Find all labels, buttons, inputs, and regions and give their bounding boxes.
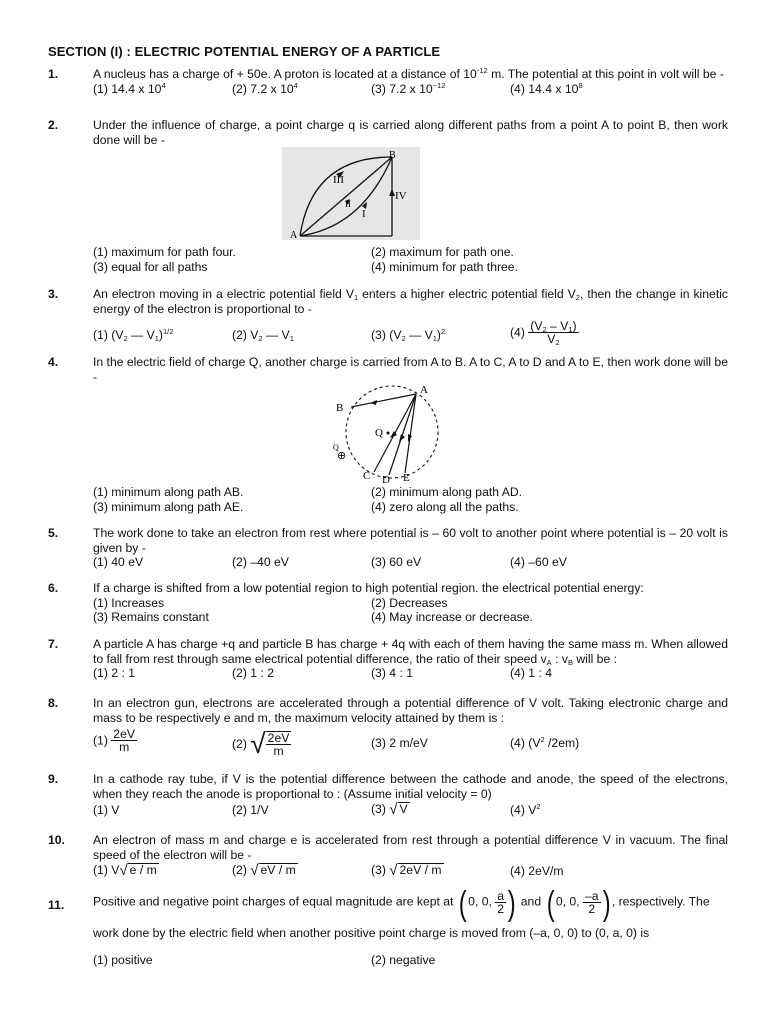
- option-4[interactable]: (4) 14.4 x $10^8$: [510, 80, 583, 96]
- question-number: 2.: [48, 118, 59, 132]
- options: [93, 82, 728, 97]
- question-number: 8.: [48, 696, 59, 710]
- question-text: A nucleus has a charge of + 50e. A proton is located at a distance of $10^{-12}$ m. The potential at this point in volt will be -: [93, 66, 724, 81]
- option-4[interactable]: (4) 2eV/m: [510, 864, 564, 878]
- options: [93, 666, 728, 681]
- question-7: [48, 637, 728, 681]
- label-e: E: [403, 472, 410, 484]
- option-3[interactable]: (3) 7.2 x $10^{-12}$: [371, 80, 446, 96]
- options: [93, 862, 728, 880]
- option-1[interactable]: (1) Increases: [93, 595, 165, 610]
- label-path-1: I: [362, 208, 366, 220]
- label-q-center: Q: [375, 427, 383, 439]
- label-q-small: Q: [333, 443, 339, 452]
- option-1[interactable]: (1) ($V_2$ — $V_1)^{1/2}$: [93, 327, 174, 343]
- option-2[interactable]: (2) 1/V: [232, 803, 269, 817]
- options: [93, 596, 728, 625]
- question-text-cont: work done by the electric field when another positive point charge is moved from (–a, 0, 0) to (0, a, 0) is: [93, 926, 650, 940]
- option-4[interactable]: (4) ($V^2$ /2em): [510, 735, 580, 750]
- option-1[interactable]: (1) 14.4 x $10^4$: [93, 80, 166, 96]
- option-3[interactable]: (3) √ V: [371, 801, 408, 818]
- section-heading: SECTION (I) : ELECTRIC POTENTIAL ENERGY OF A PARTICLE: [48, 44, 441, 59]
- option-3[interactable]: (3) 60 eV: [371, 555, 422, 569]
- option-3[interactable]: (3) minimum along path AE.: [93, 499, 244, 514]
- options: [93, 320, 728, 350]
- question-text: Positive and negative point charges of equal magnitude are kept at ( 0, 0, $\frac{a}{2}$ ) and ( 0, 0, $\frac{-a}{2}$ ) , respectively. The: [93, 884, 710, 923]
- question-text: A particle A has charge +q and particle B has charge + 4q with each of them having the same mass m. When allowed to fall from rest through same electrical potential difference, the ratio of their speed $v_A$ : $v_B$ will be :: [93, 637, 728, 667]
- question-number: 3.: [48, 287, 59, 301]
- option-1[interactable]: (1) positive: [93, 952, 153, 967]
- question-number: 9.: [48, 772, 59, 786]
- label-path-3: III: [333, 174, 344, 186]
- question-number: 5.: [48, 526, 59, 540]
- option-4[interactable]: (4) $\frac{(V_2 - V_1)}{V_2}$: [510, 319, 577, 347]
- question-text: In a cathode ray tube, if V is the potential difference between the cathode and anode, the speed of the electrons, when they reach the anode is proportional to : (Assume initial velocity = 0): [93, 772, 728, 801]
- question-1: [48, 67, 728, 96]
- option-1[interactable]: (1) minimum along path AB.: [93, 485, 244, 499]
- question-2-options: [48, 245, 728, 274]
- option-4[interactable]: (4) minimum for path three.: [371, 259, 518, 274]
- option-1[interactable]: (1) V√ e / m: [93, 862, 157, 879]
- question-number: 4.: [48, 355, 59, 369]
- options: [93, 555, 728, 570]
- question-10: [48, 833, 728, 880]
- question-5: [48, 526, 728, 570]
- option-1[interactable]: (1) 40 eV: [93, 555, 144, 569]
- option-3[interactable]: (3) equal for all paths: [93, 259, 208, 274]
- question-text: An electron moving in a electric potential field $V_1$ enters a higher electric potential field $V_2$, then the change in kinetic energy of the electron is proportional to -: [93, 287, 729, 316]
- option-2[interactable]: (2) 7.2 x $10^4$: [232, 80, 298, 96]
- label-point-a: A: [290, 230, 298, 240]
- option-4[interactable]: (4) –60 eV: [510, 555, 567, 569]
- question-number: 11.: [48, 898, 65, 912]
- question-number: 10.: [48, 833, 65, 847]
- label-path-2: II: [345, 199, 351, 209]
- options: [93, 728, 728, 764]
- label-b: B: [336, 402, 344, 414]
- question-text: If a charge is shifted from a low potential region to high potential region. the electrical potential energy:: [93, 581, 644, 595]
- question-text: The work done to take an electron from rest where potential is – 60 volt to another point where potential is – 20 volt is given by -: [93, 526, 728, 555]
- option-3[interactable]: (3) √ 2eV / m: [371, 862, 442, 879]
- option-4[interactable]: (4) zero along all the paths.: [371, 499, 519, 514]
- question-text: An electron of mass m and charge e is accelerated from rest through a potential difference V in vacuum. The final speed of the electron will be -: [93, 833, 728, 862]
- question-number: 1.: [48, 67, 59, 81]
- question-4: [48, 355, 728, 384]
- label-point-b: B: [389, 150, 396, 161]
- question-text: In the electric field of charge Q, another charge is carried from A to B. A to C, A to D and A to E, then work done will be -: [93, 355, 728, 384]
- options: [93, 801, 728, 819]
- options: [93, 953, 728, 968]
- option-1[interactable]: (1) V: [93, 803, 120, 817]
- option-2[interactable]: (2) √ eV / m: [232, 862, 296, 879]
- question-9: [48, 772, 728, 819]
- option-1[interactable]: (1) 2 : 1: [93, 666, 135, 680]
- option-3[interactable]: (3) 2 m/eV: [371, 736, 428, 750]
- option-2[interactable]: (2) maximum for path one.: [371, 245, 514, 259]
- option-4[interactable]: (4) May increase or decrease.: [371, 610, 533, 624]
- option-3[interactable]: (3) ($V_2$ — $V_1)^2$: [371, 327, 446, 343]
- question-number: 7.: [48, 637, 59, 651]
- question-8: [48, 696, 728, 764]
- option-2[interactable]: (2) negative: [371, 952, 436, 967]
- option-2[interactable]: (2) √ $\frac{2eV}{m}$: [232, 728, 290, 759]
- label-a: A: [420, 384, 428, 396]
- question-11: [48, 884, 728, 967]
- option-4[interactable]: (4) 1 : 4: [510, 666, 552, 680]
- label-path-4: IV: [395, 190, 407, 202]
- question-4-options: [48, 485, 728, 514]
- paths-diagram: [282, 147, 420, 240]
- question-number: 6.: [48, 581, 59, 595]
- option-1[interactable]: (1) maximum for path four.: [93, 245, 236, 259]
- question-6: [48, 581, 728, 625]
- question-text: In an electron gun, electrons are accelerated through a potential difference of V volt. Taking electronic charge and mass to be respectively e and m, the maximum velocity attained by them is :: [93, 696, 728, 725]
- question-3: [48, 287, 728, 350]
- options: [93, 485, 728, 514]
- options: [93, 245, 728, 274]
- label-d: D: [382, 474, 390, 486]
- option-3[interactable]: (3) 4 : 1: [371, 666, 413, 680]
- option-1[interactable]: (1) $\frac{2eV}{m}$: [93, 727, 135, 754]
- option-3[interactable]: (3) Remains constant: [93, 610, 209, 624]
- question-2: [48, 118, 728, 147]
- option-2[interactable]: (2) 1 : 2: [232, 666, 274, 680]
- option-2[interactable]: (2) $V_2$ — $V_1$: [232, 328, 294, 343]
- question-text: Under the influence of charge, a point charge q is carried along different paths from a point A to point B, then work done will be -: [93, 118, 728, 147]
- option-2[interactable]: (2) –40 eV: [232, 555, 289, 569]
- option-2[interactable]: (2) minimum along path AD.: [371, 485, 523, 499]
- positive-charge-icon: ⊕: [337, 450, 347, 462]
- label-c: C: [363, 470, 371, 482]
- option-2[interactable]: (2) Decreases: [371, 595, 448, 610]
- circle-paths-diagram: [330, 382, 445, 486]
- option-4[interactable]: (4) $V^2$: [510, 802, 541, 817]
